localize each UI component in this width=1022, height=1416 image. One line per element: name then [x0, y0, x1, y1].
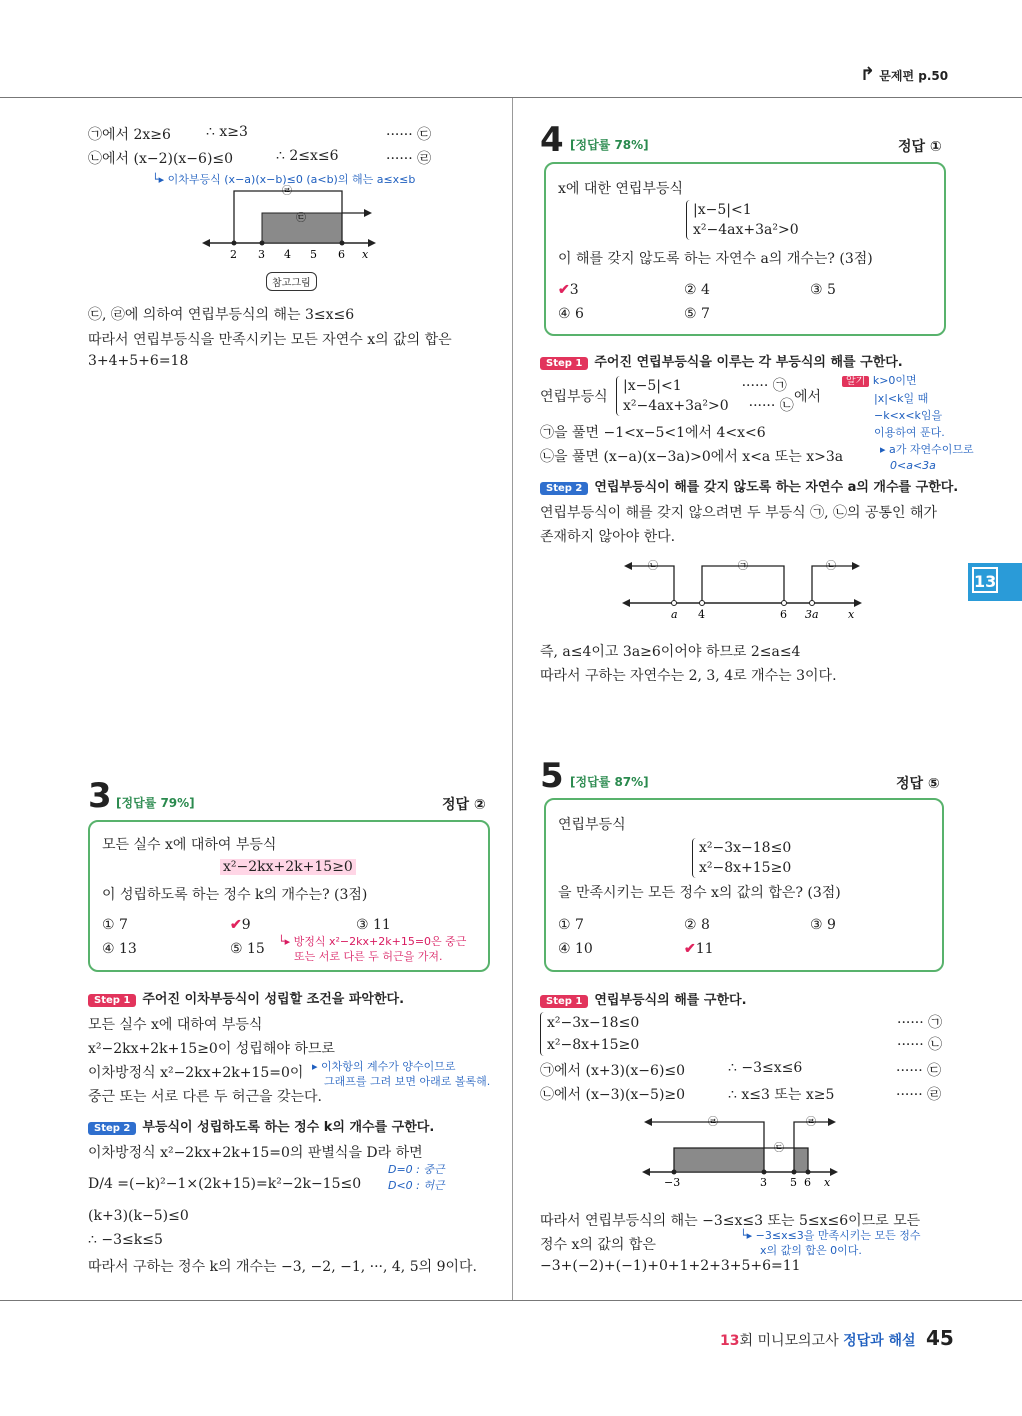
q4-choice-1[interactable]: ✔3: [558, 282, 579, 298]
q4-choice-4[interactable]: ④ 6: [558, 306, 584, 322]
tick-label: 5: [790, 1176, 797, 1188]
tick-label: 3: [258, 248, 265, 261]
left-conclusion-1: ㉢, ㉣에 의하여 연립부등식의 해는 3≤x≤6: [88, 307, 355, 323]
q5-answer: 정답 ⑤: [896, 776, 940, 792]
tick-label: −3: [664, 1176, 681, 1188]
q3-step2-line-2: D/4 =(−k)²−1×(2k+15)=k²−2k−15≤0: [88, 1176, 362, 1192]
q3-problem-box: [88, 820, 490, 972]
left-number-line-figure: [200, 183, 380, 263]
tick-label: 4: [698, 608, 705, 621]
q4-step1-line-1: ㉠을 풀면 −1<x−5<1에서 4<x<6: [540, 425, 766, 441]
q4-stem-1: x에 대한 연립부등식: [558, 181, 683, 197]
left-conclusion-3: 3+4+5+6=18: [88, 353, 189, 369]
q3-step1-line-4: 중근 또는 서로 다른 두 허근을 갖는다.: [88, 1089, 323, 1105]
tip-badge: 알기: [842, 376, 869, 387]
q4-answer: 정답 ①: [898, 139, 942, 155]
tick-label: x: [824, 1176, 831, 1188]
q3-choice-4[interactable]: ④ 13: [102, 941, 137, 957]
header-rule: [0, 97, 1022, 98]
fig-mark: ㉣: [806, 1117, 816, 1128]
q5-choice-2[interactable]: ② 8: [684, 917, 710, 933]
fig-mark: ㉢: [296, 213, 306, 224]
column-divider: [512, 98, 513, 1300]
tick-label: 6: [780, 608, 787, 621]
q5-stem-1: 연립부등식: [558, 817, 626, 833]
left-line-2: ㉡에서 (x−2)(x−6)≤0 ∴ 2≤x≤6 ······ ㉣: [88, 148, 432, 167]
q3-choice-1[interactable]: ① 7: [102, 917, 128, 933]
q3-choice-3[interactable]: ③ 11: [356, 917, 391, 933]
q4-system: |x−5|<1 x²−4ax+3a²>0: [686, 200, 799, 240]
q3-step2-line-1: 이차방정식 x²−2kx+2k+15=0의 판별식을 D라 하면: [88, 1145, 423, 1161]
fig-mark: ㉡: [826, 561, 836, 572]
q4-sys-suffix: 에서: [794, 389, 822, 405]
check-mark-icon: ✔: [558, 282, 570, 298]
tick-label: a: [671, 608, 678, 621]
q4-step2-line-1: 연립부등식이 해를 갖지 않으려면 두 부등식 ㉠, ㉡의 공통인 해가: [540, 505, 938, 521]
tick-label: 6: [338, 248, 345, 261]
q4-conclusion-1: 즉, a≤4이고 3a≥6이어야 하므로 2≤a≤4: [540, 644, 801, 660]
tick-label: 5: [310, 248, 317, 261]
q4-conclusion-2: 따라서 구하는 자연수는 2, 3, 4로 개수는 3이다.: [540, 668, 837, 684]
q4-stem-2: 이 해를 갖지 않도록 하는 자연수 a의 개수는? (3점): [558, 251, 873, 267]
q4-step2-header: Step 2 연립부등식이 해를 갖지 않도록 하는 자연수 a의 개수를 구한다.: [540, 476, 958, 495]
check-mark-icon: ✔: [684, 941, 696, 957]
pointer-icon: ↱: [860, 64, 876, 85]
q3-stem-1: 모든 실수 x에 대하여 부등식: [102, 837, 277, 853]
q4-tip: 알기 k>0이면 |x|<k일 때 −k<x<k임을 이용하여 푼다.: [842, 372, 945, 441]
q3-step1-note: ▸ 이차항의 계수가 양수이므로 그래프를 그려 보면 아래로 볼록해.: [312, 1060, 491, 1088]
fig-mark: ㉡: [648, 561, 658, 572]
fig-mark: ㉣: [282, 186, 292, 197]
q5-step1-header: Step 1 연립부등식의 해를 구한다.: [540, 989, 747, 1008]
footer: 13회 미니모의고사 정답과 해설 45: [720, 1326, 954, 1350]
header-ref: ↱ 문제편 p.50: [860, 64, 949, 85]
q5-step1-system: x²−3x−18≤0 ······ ㉠ x²−8x+15≥0 ······ ㉡: [540, 1012, 944, 1056]
q3-step2-line-5: 따라서 구하는 정수 k의 개수는 −3, −2, −1, ···, 4, 5의 9이다.: [88, 1259, 477, 1275]
q5-rate: [정답률 87%]: [570, 775, 649, 789]
fig-label: 참고그림: [266, 272, 317, 291]
q4-step1-system: |x−5|<1 ······ ㉠ x²−4ax+3a²>0 ······ ㉡: [616, 376, 794, 416]
q4-step1-line-2: ㉡을 풀면 (x−a)(x−3a)>0에서 x<a 또는 x>3a: [540, 449, 844, 465]
left-conclusion-2: 따라서 연립부등식을 만족시키는 모든 자연수 x의 값의 합은: [88, 332, 452, 348]
q4-sys-label: 연립부등식: [540, 389, 608, 405]
q5-conclusion-3: −3+(−2)+(−1)+0+1+2+3+5+6=11: [540, 1258, 801, 1274]
q4-step1-header: Step 1 주어진 연립부등식을 이루는 각 부등식의 해를 구한다.: [540, 351, 903, 370]
q5-choice-5[interactable]: ✔11: [684, 941, 714, 957]
fig-mark: ㉣: [708, 1117, 718, 1128]
chapter-tab[interactable]: 13: [968, 563, 1022, 601]
check-mark-icon: ✔: [230, 917, 242, 933]
q3-inequality: x²−2kx+2k+15≥0: [220, 859, 356, 875]
tick-label: 3a: [805, 608, 819, 621]
q4-choice-2[interactable]: ② 4: [684, 282, 710, 298]
tick-label: x: [362, 248, 369, 261]
q4-choice-3[interactable]: ③ 5: [810, 282, 836, 298]
tick-label: 4: [284, 248, 291, 261]
page-number: 45: [926, 1326, 954, 1350]
fig-mark: ㉠: [738, 561, 748, 572]
q3-answer: 정답 ②: [442, 797, 486, 813]
q4-problem-box: [544, 162, 946, 336]
q3-step2-line-3: (k+3)(k−5)≤0: [88, 1208, 189, 1224]
q5-line-1: ㉠에서 (x+3)(x−6)≤0 ∴ −3≤x≤6 ······ ㉢: [540, 1060, 942, 1079]
q3-step2-note: D=0 : 중근 D<0 : 허근: [388, 1163, 445, 1192]
q5-choice-1[interactable]: ① 7: [558, 917, 584, 933]
q5-line-2: ㉡에서 (x−3)(x−5)≥0 ∴ x≤3 또는 x≥5 ······ ㉣: [540, 1087, 942, 1103]
q5-note: └▸ −3≤x≤3을 만족시키는 모든 정수 x의 값의 합은 0이다.: [740, 1229, 921, 1257]
q5-number: 5: [540, 756, 564, 796]
tick-label: x: [848, 608, 855, 621]
left-line-1: ㉠에서 2x≥6 ∴ x≥3 ······ ㉢: [88, 124, 432, 143]
q5-choice-4[interactable]: ④ 10: [558, 941, 593, 957]
q4-number-line-figure: [620, 556, 865, 622]
q3-step1-line-2: x²−2kx+2k+15≥0이 성립해야 하므로: [88, 1041, 335, 1057]
q4-note2: ▸ a가 자연수이므로 0<a<3a: [880, 443, 974, 472]
q3-stem-2: 이 성립하도록 하는 정수 k의 개수는? (3점): [102, 887, 368, 903]
left-note-1: └▸ 이차부등식 (x−a)(x−b)≤0 (a<b)의 해는 a≤x≤b: [152, 173, 416, 186]
q4-number: 4: [540, 120, 564, 160]
q5-conclusion-1: 따라서 연립부등식의 해는 −3≤x≤3 또는 5≤x≤6이므로 모든: [540, 1213, 921, 1229]
q5-choice-3[interactable]: ③ 9: [810, 917, 836, 933]
tick-label: 2: [230, 248, 237, 261]
footer-rule: [0, 1300, 1022, 1301]
q3-step1-header: Step 1 주어진 이차부등식이 성립할 조건을 파악한다.: [88, 988, 404, 1007]
q5-stem-2: 을 만족시키는 모든 정수 x의 값의 합은? (3점): [558, 885, 841, 901]
q5-system: x²−3x−18≤0 x²−8x+15≥0: [692, 838, 791, 878]
q3-choice-5[interactable]: ⑤ 15: [230, 941, 265, 957]
q4-choice-5[interactable]: ⑤ 7: [684, 306, 710, 322]
q3-step1-line-1: 모든 실수 x에 대하여 부등식: [88, 1017, 263, 1033]
q4-rate: [정답률 78%]: [570, 138, 649, 152]
q5-problem-box: [544, 798, 944, 972]
q3-step2-header: Step 2 부등식이 성립하도록 하는 정수 k의 개수를 구한다.: [88, 1116, 434, 1135]
q5-conclusion-2: 정수 x의 값의 합은: [540, 1237, 656, 1253]
q3-rate: [정답률 79%]: [116, 796, 195, 810]
q5-number-line-figure: [640, 1112, 840, 1188]
tick-label: 6: [804, 1176, 811, 1188]
q3-step2-line-4: ∴ −3≤k≤5: [88, 1232, 163, 1248]
tick-label: 3: [760, 1176, 767, 1188]
q3-number: 3: [88, 776, 112, 816]
q3-choice-2[interactable]: ✔9: [230, 917, 251, 933]
q3-choice-note: └▸ 방정식 x²−2kx+2k+15=0은 중근 또는 서로 다른 두 허근을 가져.: [278, 935, 467, 963]
q3-step1-line-3: 이차방정식 x²−2kx+2k+15=0이: [88, 1065, 304, 1081]
q4-step2-line-2: 존재하지 않아야 한다.: [540, 529, 676, 545]
fig-mark: ㉢: [774, 1143, 784, 1154]
